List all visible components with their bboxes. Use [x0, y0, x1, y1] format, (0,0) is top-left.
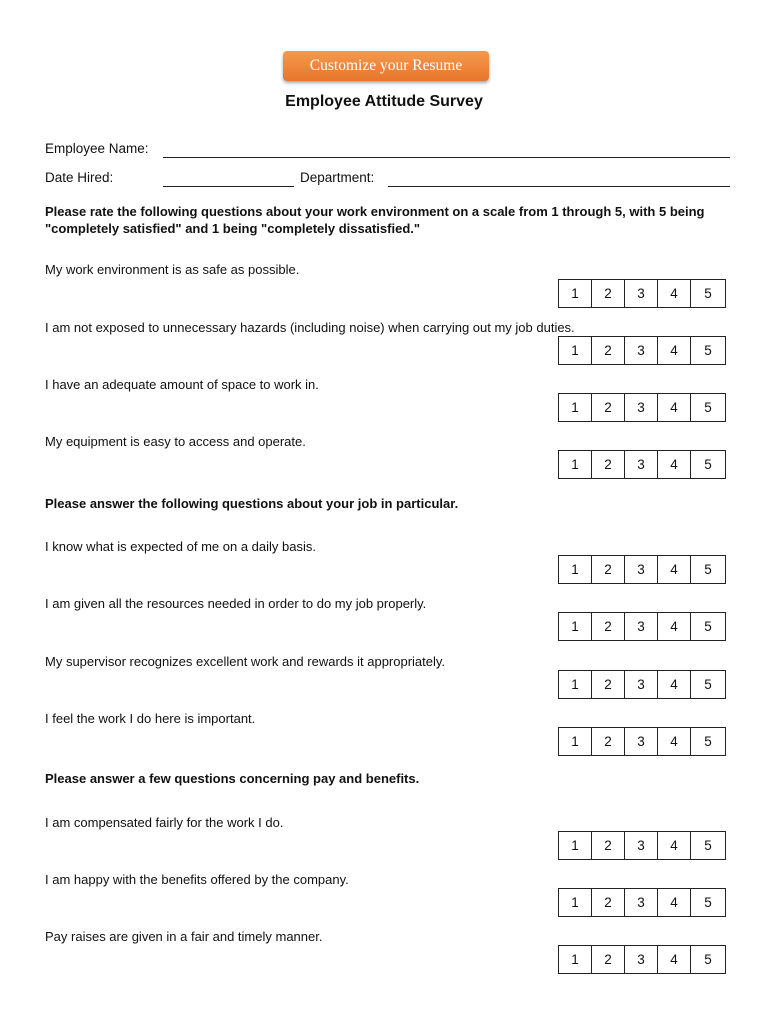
rating-option-3[interactable]: 3 — [625, 889, 658, 916]
rating-option-3[interactable]: 3 — [625, 280, 658, 307]
rating-scale — [558, 279, 726, 308]
page-title: Employee Attitude Survey — [285, 93, 483, 110]
question-text: Pay raises are given in a fair and timely manner. — [45, 929, 323, 944]
question-text: I am compensated fairly for the work I do. — [45, 815, 284, 830]
rating-option-4[interactable]: 4 — [658, 671, 691, 698]
rating-option-1[interactable]: 1 — [559, 889, 592, 916]
rating-option-3[interactable]: 3 — [625, 671, 658, 698]
rating-option-1[interactable]: 1 — [559, 394, 592, 421]
rating-option-1[interactable]: 1 — [559, 671, 592, 698]
question-text: I know what is expected of me on a daily basis. — [45, 539, 316, 554]
rating-option-4[interactable]: 4 — [658, 889, 691, 916]
rating-option-3[interactable]: 3 — [625, 728, 658, 755]
rating-option-2[interactable]: 2 — [592, 337, 625, 364]
rating-option-4[interactable]: 4 — [658, 394, 691, 421]
rating-option-2[interactable]: 2 — [592, 556, 625, 583]
rating-scale — [558, 727, 726, 756]
rating-option-2[interactable]: 2 — [592, 946, 625, 973]
rating-option-2[interactable]: 2 — [592, 832, 625, 859]
rating-option-4[interactable]: 4 — [658, 451, 691, 478]
rating-option-1[interactable]: 1 — [559, 451, 592, 478]
rating-option-1[interactable]: 1 — [559, 728, 592, 755]
rating-option-4[interactable]: 4 — [658, 337, 691, 364]
rating-option-2[interactable]: 2 — [592, 613, 625, 640]
rating-option-4[interactable]: 4 — [658, 728, 691, 755]
rating-option-5[interactable]: 5 — [704, 734, 712, 749]
rating-option-5[interactable]: 5 — [704, 838, 712, 853]
rating-option-5[interactable]: 5 — [704, 677, 712, 692]
rating-option-4[interactable]: 4 — [658, 556, 691, 583]
rating-option-5[interactable]: 5 — [704, 895, 712, 910]
department-field[interactable] — [388, 186, 730, 187]
employee-name-field[interactable] — [163, 157, 730, 158]
rating-option-1[interactable]: 1 — [559, 337, 592, 364]
rating-option-3[interactable]: 3 — [625, 337, 658, 364]
question-text: I am not exposed to unnecessary hazards (including noise) when carrying out my job duties. — [45, 320, 575, 335]
rating-scale — [558, 336, 726, 365]
rating-scale — [558, 945, 726, 974]
section-heading-environment: Please rate the following questions about your work environment on a scale from 1 through 5, with 5 being "completely satisfied" and 1 being "completely dissatisfied." — [45, 204, 705, 236]
rating-option-4[interactable]: 4 — [658, 946, 691, 973]
rating-option-5[interactable]: 5 — [704, 286, 712, 301]
rating-option-4[interactable]: 4 — [658, 280, 691, 307]
rating-option-5[interactable]: 5 — [704, 562, 712, 577]
rating-option-2[interactable]: 2 — [592, 394, 625, 421]
rating-scale — [558, 831, 726, 860]
rating-option-1[interactable]: 1 — [559, 832, 592, 859]
rating-option-5[interactable]: 5 — [704, 619, 712, 634]
rating-option-4[interactable]: 4 — [658, 832, 691, 859]
rating-option-2[interactable]: 2 — [592, 728, 625, 755]
question-text: My supervisor recognizes excellent work and rewards it appropriately. — [45, 654, 446, 669]
question-text: I feel the work I do here is important. — [45, 711, 256, 726]
rating-option-5[interactable]: 5 — [704, 952, 712, 967]
rating-option-5[interactable]: 5 — [704, 400, 712, 415]
rating-option-3[interactable]: 3 — [625, 946, 658, 973]
employee-name-label: Employee Name: — [45, 141, 149, 156]
rating-scale — [558, 612, 726, 641]
rating-option-1[interactable]: 1 — [559, 556, 592, 583]
question-text: I am happy with the benefits offered by the company. — [45, 872, 349, 887]
question-text: My equipment is easy to access and operate. — [45, 434, 306, 449]
date-hired-label: Date Hired: — [45, 170, 114, 185]
rating-option-1[interactable]: 1 — [559, 280, 592, 307]
section-heading-job: Please answer the following questions about your job in particular. — [45, 496, 459, 511]
rating-option-2[interactable]: 2 — [592, 451, 625, 478]
rating-scale — [558, 888, 726, 917]
rating-option-3[interactable]: 3 — [625, 394, 658, 421]
rating-option-2[interactable]: 2 — [592, 671, 625, 698]
rating-option-5[interactable]: 5 — [704, 343, 712, 358]
rating-option-3[interactable]: 3 — [625, 832, 658, 859]
rating-scale — [558, 670, 726, 699]
rating-option-3[interactable]: 3 — [625, 556, 658, 583]
rating-scale — [558, 555, 726, 584]
department-label: Department: — [300, 170, 375, 185]
question-text: I am given all the resources needed in order to do my job properly. — [45, 596, 427, 611]
rating-option-1[interactable]: 1 — [559, 946, 592, 973]
rating-option-3[interactable]: 3 — [625, 613, 658, 640]
date-hired-field[interactable] — [163, 186, 294, 187]
rating-option-5[interactable]: 5 — [704, 457, 712, 472]
rating-option-1[interactable]: 1 — [559, 613, 592, 640]
rating-option-2[interactable]: 2 — [592, 889, 625, 916]
rating-option-4[interactable]: 4 — [658, 613, 691, 640]
customize-resume-button[interactable]: Customize your Resume — [283, 51, 489, 81]
rating-option-3[interactable]: 3 — [625, 451, 658, 478]
question-text: I have an adequate amount of space to work in. — [45, 377, 319, 392]
section-heading-pay: Please answer a few questions concerning pay and benefits. — [45, 771, 420, 786]
rating-option-2[interactable]: 2 — [592, 280, 625, 307]
rating-scale — [558, 393, 726, 422]
question-text: My work environment is as safe as possible. — [45, 262, 300, 277]
rating-scale — [558, 450, 726, 479]
